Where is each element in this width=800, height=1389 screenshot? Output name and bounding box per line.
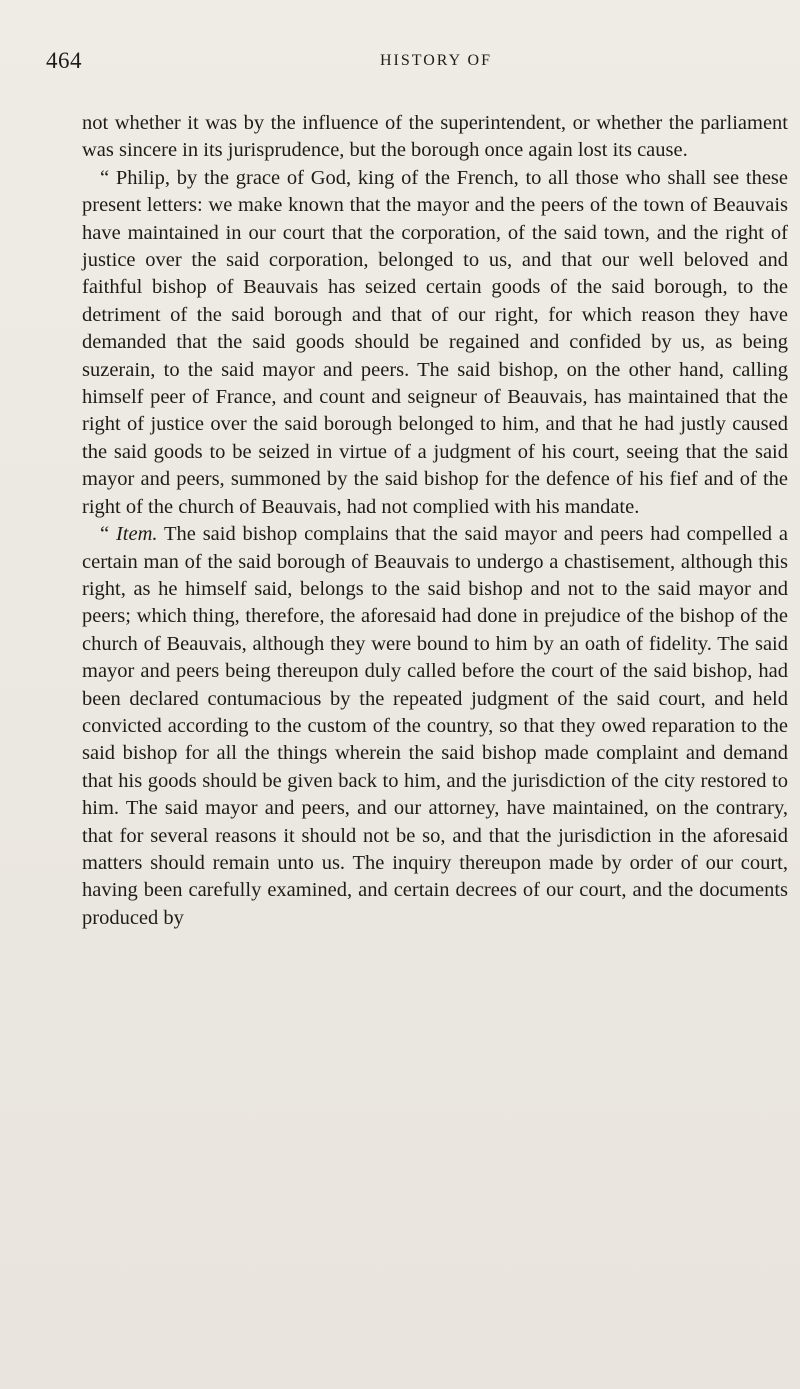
item-heading: Item. bbox=[115, 523, 158, 546]
body-text bbox=[82, 110, 788, 932]
paragraph-item bbox=[82, 521, 788, 932]
paragraph-continuation bbox=[82, 110, 788, 165]
paragraph-text: “ Philip, by the grace of God, king of the French, to all those who shall see these present letters: we make known that the mayor and the peers of the town of Beauvais have maintained in our court that the corporation, of the said town, and the right of justice over the said corporation, belonged to us, and that our well beloved and faithful bishop of Beauvais has seized certain goods of the said borough, to the detriment of the said borough and that of our right, for which reason they have demanded that the said goods should be regained and confided by us, as being suzerain, to the said mayor and peers. The said bishop, on the other hand, calling himself peer of France, and count and seigneur of Beauvais, has maintained that the right of justice over the said borough belonged to him, and that he had justly caused the said goods to be seized in virtue of a judgment of his court, seeing that the said mayor and peers, summoned by the said bishop for the defence of his fief and of the right of the church of Beauvais, had not complied with his mandate. bbox=[82, 166, 788, 518]
paragraph-prefix: “ bbox=[100, 523, 116, 546]
paragraph-text: not whether it was by the influence of the superintendent, or whether the parliament was sincere in its jurisprudence, but the borough once again lost its cause. bbox=[82, 112, 788, 162]
running-head bbox=[46, 48, 766, 80]
paragraph-text: The said bishop complains that the said mayor and peers had compelled a certain man of the said borough of Beauvais to undergo a chastisement, although this right, as he himself said, belongs to the said bishop and not to the said mayor and peers; which thing, therefore, the aforesaid had done in prejudice of the bishop of the church of Beauvais, although they were bound to him by an oath of fidelity. The said mayor and peers being thereupon duly called before the court of the said bishop, had been declared contumacious by the repeated judgment of the said court, and held convicted according to the custom of the country, so that they owed reparation to the said bishop for all the things wherein the said bishop made complaint and demand that his goods should be given back to him, and the jurisdiction of the city restored to him. The said mayor and peers, and our attorney, have maintained, on the contrary, that for several reasons it should not be so, and that the jurisdiction in the aforesaid matters should remain unto us. The inquiry thereupon made by order of our court, having been carefully examined, and certain decrees of our court, and the documents produced by bbox=[82, 523, 788, 929]
paragraph-letter-opening bbox=[82, 165, 788, 521]
page-number: 464 bbox=[46, 48, 82, 73]
running-title: HISTORY OF bbox=[379, 52, 493, 69]
